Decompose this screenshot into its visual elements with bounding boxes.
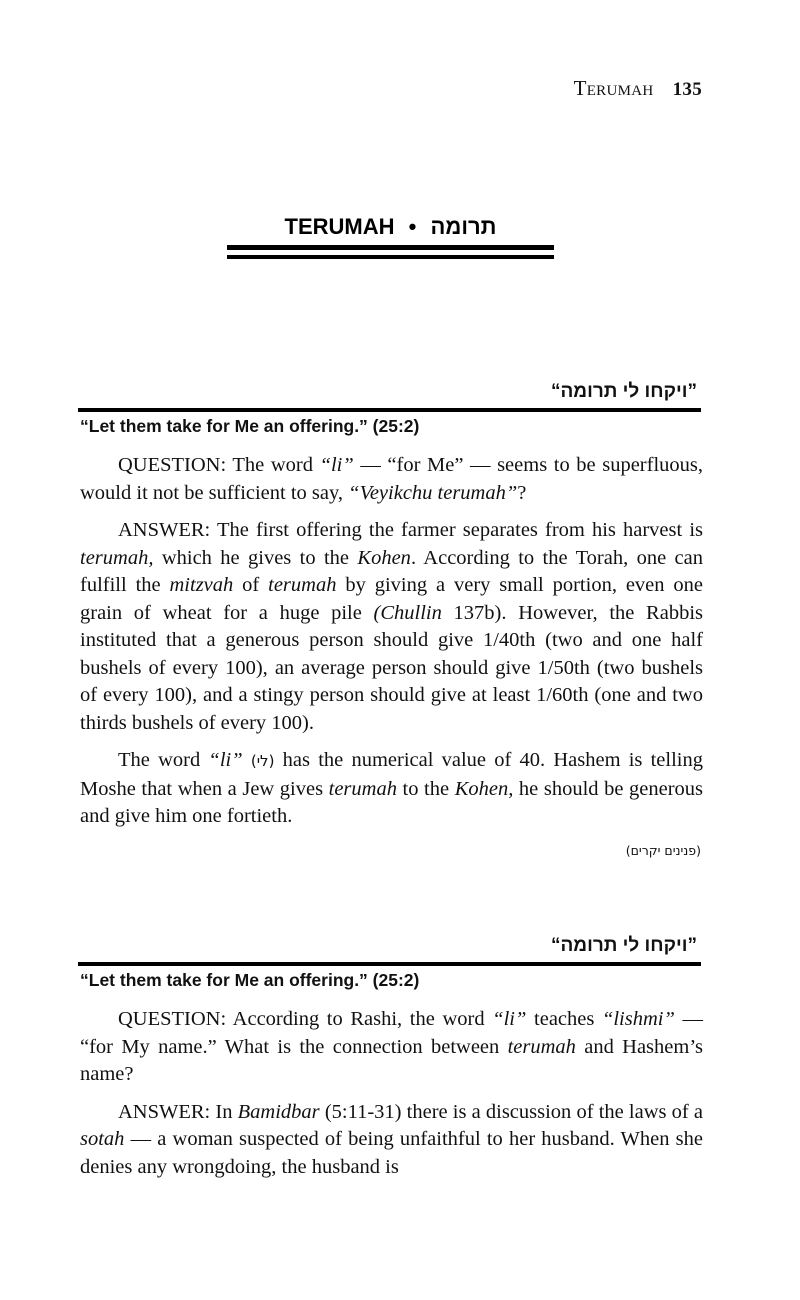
italic-term: sotah xyxy=(80,1128,125,1150)
italic-term: Kohen, xyxy=(454,777,514,800)
italic-term: “li” xyxy=(319,454,354,476)
italic-term: “lishmi” xyxy=(601,1008,675,1030)
question-paragraph: QUESTION: According to Rashi, the word “li” teaches “lishmi” — “for My name.” What is the connection between terumah and Hashem’s name? xyxy=(80,1008,703,1085)
italic-term: mitzvah xyxy=(169,574,234,596)
chapter-title-english: TERUMAH xyxy=(284,214,395,239)
heading-rule xyxy=(78,408,701,412)
chapter-title-rule-bottom xyxy=(227,255,554,259)
hebrew-verse-heading: ”ויקחו לי תרומה“ xyxy=(550,381,697,402)
english-verse-heading: “Let them take for Me an offering.” (25:2) xyxy=(80,970,420,990)
italic-term: terumah, xyxy=(80,546,154,569)
running-head xyxy=(574,76,702,101)
answer-paragraph: ANSWER: In Bamidbar (5:11-31) there is a discussion of the laws of a sotah — a woman suspected of being unfaithful to her husband. When she denies any wrongdoing, the husband is xyxy=(80,1100,703,1178)
chapter-title-hebrew: תרומה xyxy=(430,214,497,239)
section-2 xyxy=(80,934,703,1181)
italic-term: “li” xyxy=(208,749,243,771)
italic-term: (Chullin xyxy=(373,601,442,624)
answer-paragraph: ANSWER: The first offering the farmer separates from his harvest is terumah, which he gives to the Kohen. According to the Torah, one can fulfill the mitzvah of terumah by giving a very small portion, even one grain of wheat for a huge pile (Chullin 137b). However, the Rabbis instituted that a generous person should give 1/40th (two and one half bushels of every 100), an average person should give 1/50th (two bushels of every 100), and a stingy person should give at least 1/60th (one and two thirds bushels of every 100). xyxy=(80,519,704,734)
italic-term: “li” xyxy=(492,1008,527,1030)
body-paragraph: The word “li” (לי) has the numerical value of 40. Hashem is telling Moshe that when a Jew gives terumah to the Kohen, he should be generous and give him one fortieth. xyxy=(80,749,704,827)
english-verse-heading: “Let them take for Me an offering.” (25:2) xyxy=(80,416,420,436)
italic-term: terumah xyxy=(328,777,397,800)
chapter-title-separator: • xyxy=(408,214,417,239)
question-paragraph: QUESTION: The word “li” — “for Me” — seems to be superfluous, would it not be sufficient to say, “Veyikchu terumah”? xyxy=(80,454,703,504)
inline-hebrew: (לי) xyxy=(250,752,275,770)
italic-term: terumah xyxy=(268,574,337,596)
page-number: 135 xyxy=(672,79,702,100)
source-citation: (פנינים יקרים) xyxy=(625,842,701,858)
italic-term: terumah xyxy=(507,1035,576,1058)
italic-term: Kohen xyxy=(357,546,411,569)
heading-rule xyxy=(78,962,701,966)
section-1 xyxy=(80,380,703,858)
chapter-title-rule-top xyxy=(227,245,554,250)
hebrew-verse-heading: ”ויקחו לי תרומה“ xyxy=(550,935,697,956)
italic-term: “Veyikchu terumah” xyxy=(348,481,518,504)
italic-term: Bamidbar xyxy=(237,1100,320,1123)
running-head-title: Terumah xyxy=(573,76,654,100)
chapter-title xyxy=(227,214,554,240)
